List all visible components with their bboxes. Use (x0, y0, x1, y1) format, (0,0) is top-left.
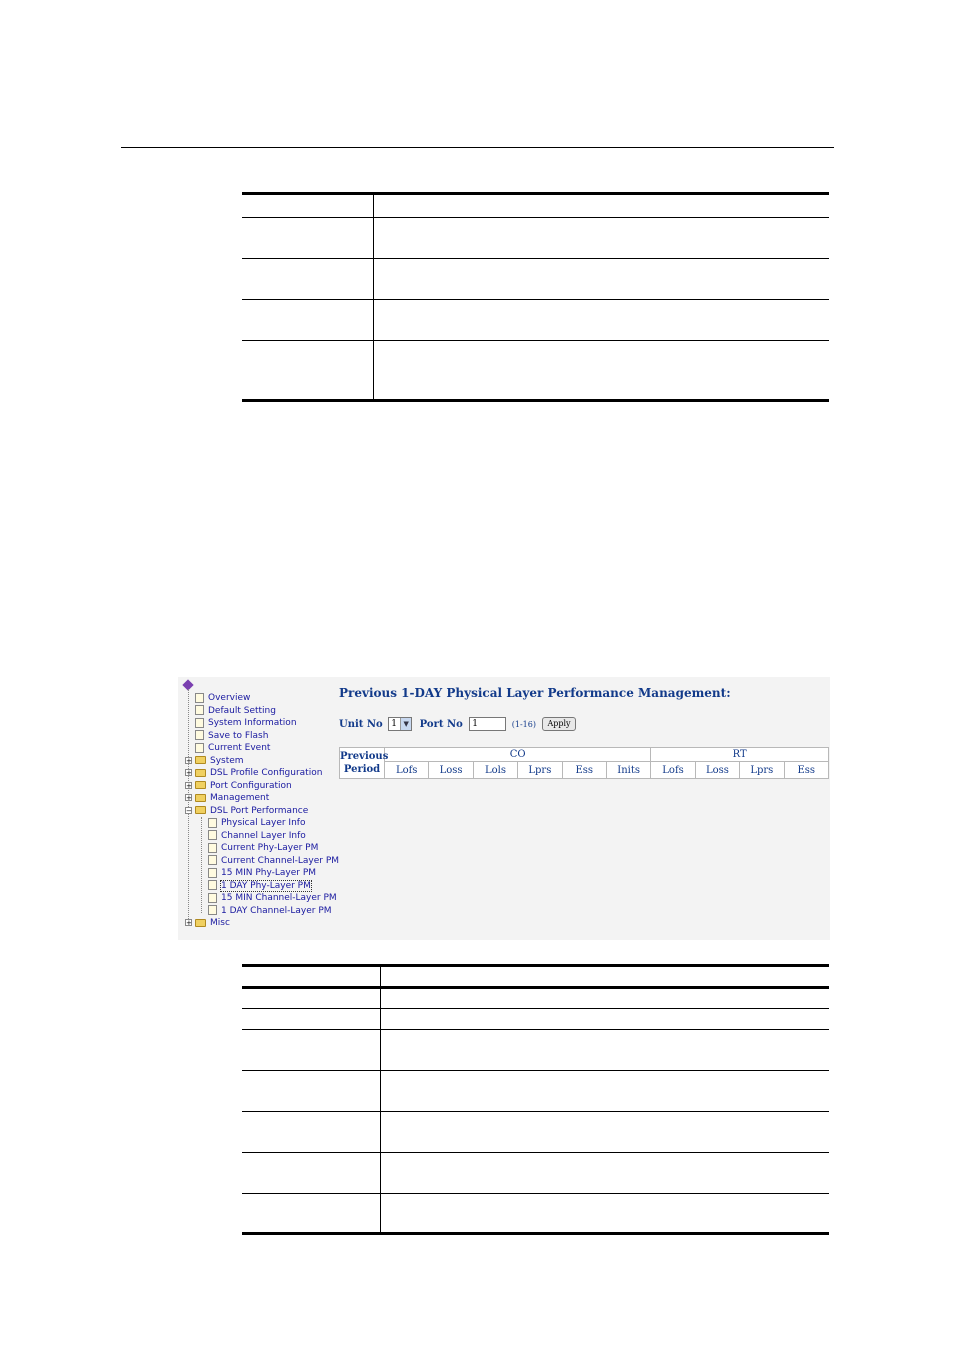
pm-column-header: Ess (562, 762, 606, 779)
expand-icon[interactable]: + (186, 794, 192, 802)
page-icon (208, 818, 217, 828)
tree-item[interactable] (185, 805, 308, 817)
page-icon (195, 693, 204, 703)
folder-icon (195, 781, 206, 789)
pm-column-header: Inits (606, 762, 650, 779)
apply-button[interactable]: Apply (542, 717, 575, 731)
pm-table (339, 747, 829, 779)
tree-item-label: System (210, 755, 244, 766)
page-icon (195, 743, 204, 753)
port-value: 1 (472, 719, 478, 729)
table-cell (380, 1071, 829, 1112)
table-cell (242, 259, 373, 300)
page-icon (208, 905, 217, 915)
port-range: (1-16) (511, 719, 536, 729)
previous-period-header: Previous Period (340, 748, 385, 779)
table-cell (242, 1071, 380, 1112)
table-cell (380, 1194, 829, 1234)
tree-item-label: Current Channel-Layer PM (221, 855, 340, 866)
tree-item-label: 15 MIN Channel-Layer PM (221, 893, 337, 903)
page-icon (195, 730, 204, 740)
table-cell (242, 300, 373, 341)
pm-column-header: Ess (784, 762, 828, 779)
header-rule (121, 147, 834, 148)
table-cell (380, 1153, 829, 1194)
tree-item-label: Management (210, 793, 270, 803)
tree-item[interactable] (185, 755, 244, 767)
table-cell (242, 341, 373, 401)
unit-select[interactable] (388, 717, 412, 731)
tree-item[interactable] (185, 917, 230, 929)
table-cell (373, 259, 829, 300)
tree-item-label: Current Event (208, 743, 271, 753)
pm-column-header: Lols (473, 762, 517, 779)
chevron-down-icon[interactable]: ▼ (400, 718, 411, 730)
table-cell (373, 300, 829, 341)
tree-item-label: DSL Port Performance (210, 805, 309, 816)
tree-item[interactable] (185, 780, 292, 792)
port-input[interactable] (469, 717, 506, 731)
page-icon (208, 855, 217, 865)
table-cell (242, 1194, 380, 1234)
page-icon (208, 843, 217, 853)
unit-label: Unit No (339, 718, 383, 730)
tree-item[interactable] (198, 817, 305, 829)
table-cell (242, 194, 373, 218)
table-cell (380, 1009, 829, 1030)
table-cell (242, 218, 373, 259)
tree-item-label: System Information (208, 718, 297, 728)
tree-item-label: Current Phy-Layer PM (221, 843, 319, 853)
tree-item[interactable] (185, 717, 297, 729)
expand-icon[interactable]: + (186, 781, 192, 790)
tree-item[interactable] (185, 705, 276, 717)
table-cell (373, 194, 829, 218)
nav-tree (178, 677, 338, 940)
tree-item[interactable] (198, 892, 337, 904)
tree-item[interactable] (185, 767, 322, 779)
table-cell (373, 218, 829, 259)
table-cell (242, 988, 380, 1009)
folder-icon (195, 806, 206, 814)
tree-item[interactable] (185, 742, 270, 754)
tree-item-label: Save to Flash (208, 730, 269, 741)
pm-column-header: Lofs (385, 762, 429, 779)
tree-item[interactable] (185, 692, 250, 704)
folder-icon (195, 919, 206, 927)
table-cell (242, 966, 380, 988)
tree-item-label: Channel Layer Info (221, 830, 306, 841)
page-icon (208, 880, 217, 890)
pm-column-header: Loss (429, 762, 473, 779)
pm-column-header: Lprs (740, 762, 784, 779)
tree-item[interactable] (198, 905, 332, 917)
tree-item-label: Default Setting (208, 705, 276, 716)
table-cell (373, 341, 829, 401)
tree-item-label: Port Configuration (210, 780, 292, 791)
tree-item-label: 1 DAY Channel-Layer PM (221, 905, 332, 916)
page-icon (208, 868, 217, 878)
web-ui-screenshot (178, 677, 830, 940)
port-label: Port No (419, 718, 463, 730)
page-icon (208, 893, 217, 903)
table-cell (380, 988, 829, 1009)
bottom-doc-table (242, 964, 829, 1235)
page-icon (195, 705, 204, 715)
tree-item[interactable] (185, 730, 268, 742)
folder-icon (195, 756, 206, 764)
tree-item-label: Misc (210, 918, 230, 928)
expand-icon[interactable]: + (186, 756, 192, 765)
unit-port-controls (339, 717, 576, 733)
table-cell (380, 1030, 829, 1071)
table-cell (242, 1153, 380, 1194)
pm-column-header: Lprs (518, 762, 562, 779)
collapse-icon[interactable]: − (186, 806, 192, 815)
pm-column-header: Loss (695, 762, 739, 779)
table-cell (242, 1009, 380, 1030)
tree-item[interactable] (198, 880, 311, 892)
table-cell (380, 1112, 829, 1153)
page-title: Previous 1-DAY Physical Layer Performance Management: (339, 686, 731, 700)
table-cell (380, 966, 829, 988)
folder-icon (195, 769, 206, 777)
expand-icon[interactable]: + (186, 769, 192, 777)
tree-item-label: Overview (208, 693, 251, 703)
pm-column-header: Lofs (651, 762, 695, 779)
table-cell (242, 1112, 380, 1153)
tree-item[interactable] (198, 842, 318, 854)
tree-item[interactable] (198, 867, 316, 879)
folder-icon (195, 794, 206, 802)
top-doc-table (242, 192, 829, 402)
page-icon (195, 718, 204, 728)
tree-item-label: DSL Profile Configuration (210, 768, 323, 778)
tree-item-label: 1 DAY Phy-Layer PM (221, 880, 311, 891)
tree-item-label: Physical Layer Info (221, 818, 306, 828)
tree-item[interactable] (198, 830, 306, 842)
tree-item-label: 15 MIN Phy-Layer PM (221, 868, 317, 878)
tree-item[interactable] (185, 792, 269, 804)
table-cell (242, 1030, 380, 1071)
expand-icon[interactable]: + (186, 919, 192, 927)
co-header: CO (385, 748, 651, 762)
page-icon (208, 830, 217, 840)
rt-header: RT (651, 748, 829, 762)
tree-item[interactable] (198, 855, 339, 867)
unit-value: 1 (391, 719, 397, 729)
